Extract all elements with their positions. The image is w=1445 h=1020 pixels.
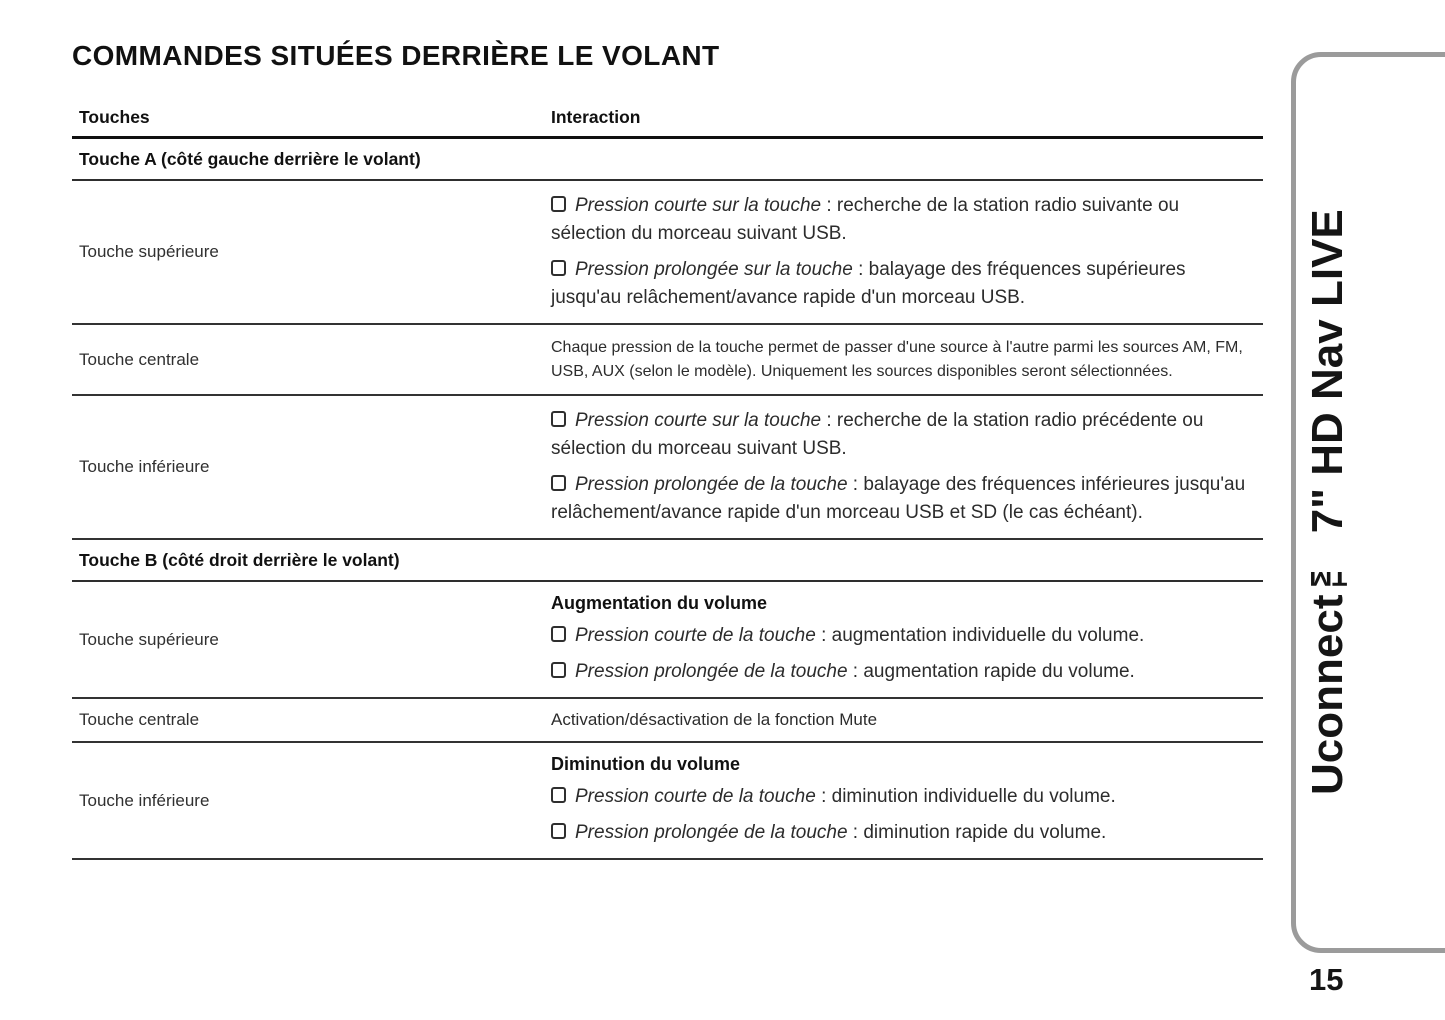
table-row: [72, 582, 1263, 699]
interaction-cell: [543, 708, 1263, 732]
interaction-subheading: Augmentation du volume: [551, 593, 767, 613]
interaction-bullet-item: Pression prolongée de la touche : balayage des fréquences inférieures jusqu'au relâchement/avance rapide d'un morceau USB et SD (le cas échéant).: [551, 474, 1246, 523]
interaction-bullet-item: Pression courte sur la touche : recherche de la station radio suivante ou sélection du morceau suivant USB.: [551, 195, 1180, 244]
interaction-cell: [543, 405, 1263, 529]
page-title: COMMANDES SITUÉES DERRIÈRE LE VOLANT: [72, 40, 720, 71]
touch-label: Touche centrale: [79, 349, 200, 369]
bullet-lead-text: Pression courte de la touche: [575, 786, 816, 807]
touch-label: Touche supérieure: [79, 242, 219, 261]
table-row: [72, 743, 1263, 860]
table-row: [72, 396, 1263, 540]
square-bullet-icon: [551, 475, 566, 491]
interaction-bullet-item: Pression courte sur la touche : recherche de la station radio précédente ou sélection du morceau suivant USB.: [551, 410, 1204, 459]
interaction-cell: [543, 190, 1263, 314]
bullet-lead-text: Pression prolongée de la touche: [575, 474, 848, 495]
bullet-lead-text: Pression prolongée sur la touche: [575, 259, 853, 280]
section-header-b: Touche B (côté droit derrière le volant): [72, 540, 1263, 582]
touch-label: Touche inférieure: [79, 457, 210, 476]
bullet-lead-text: Pression prolongée de la touche: [575, 661, 848, 682]
interaction-cell: [543, 591, 1263, 688]
touch-label: Touche supérieure: [79, 629, 219, 649]
interaction-bullet-item: Pression courte de la touche : augmentation individuelle du volume.: [551, 622, 1259, 650]
interaction-bullet-item: Pression courte de la touche : diminution individuelle du volume.: [551, 783, 1259, 811]
table-row: [72, 699, 1263, 743]
interaction-text: Chaque pression de la touche permet de passer d'une source à l'autre parmi les sources AM, FM, USB, AUX (selon le modèle). Uniquement les sources disponibles seront sélectionnées.: [551, 339, 1243, 380]
square-bullet-icon: [551, 662, 566, 678]
square-bullet-icon: [551, 411, 566, 427]
table-header-row: [72, 98, 1263, 139]
table-row: [72, 181, 1263, 325]
bullet-lead-text: Pression courte sur la touche: [575, 195, 822, 216]
sidebar-label: Uconnect™ 7" HD Nav LIVE: [1303, 209, 1352, 796]
table-body: [72, 139, 1263, 860]
interaction-cell: [543, 752, 1263, 849]
bullet-lead-text: Pression courte sur la touche: [575, 410, 822, 431]
interaction-text: Activation/désactivation de la fonction Mute: [551, 710, 878, 729]
bullet-lead-text: Pression courte de la touche: [575, 625, 816, 646]
square-bullet-icon: [551, 260, 566, 276]
column-header-touches: Touches: [79, 107, 150, 127]
touch-label: Touche inférieure: [79, 790, 210, 810]
square-bullet-icon: [551, 626, 566, 642]
column-header-interaction: Interaction: [551, 107, 641, 127]
bullet-lead-text: Pression prolongée de la touche: [575, 822, 848, 843]
interaction-bullet-item: Pression prolongée de la touche : diminution rapide du volume.: [551, 819, 1259, 847]
controls-table: [72, 98, 1263, 860]
table-row: [72, 325, 1263, 396]
square-bullet-icon: [551, 823, 566, 839]
interaction-bullet-item: Pression prolongée sur la touche : balayage des fréquences supérieures jusqu'au relâchement/avance rapide d'un morceau USB.: [551, 259, 1186, 308]
interaction-cell: [543, 334, 1263, 385]
touch-label: Touche centrale: [79, 710, 200, 729]
square-bullet-icon: [551, 196, 566, 212]
section-header-a: Touche A (côté gauche derrière le volant): [72, 139, 1263, 181]
interaction-bullet-item: Pression prolongée de la touche : augmentation rapide du volume.: [551, 658, 1259, 686]
page-number: 15: [1309, 962, 1344, 997]
interaction-subheading: Diminution du volume: [551, 754, 740, 774]
square-bullet-icon: [551, 787, 566, 803]
